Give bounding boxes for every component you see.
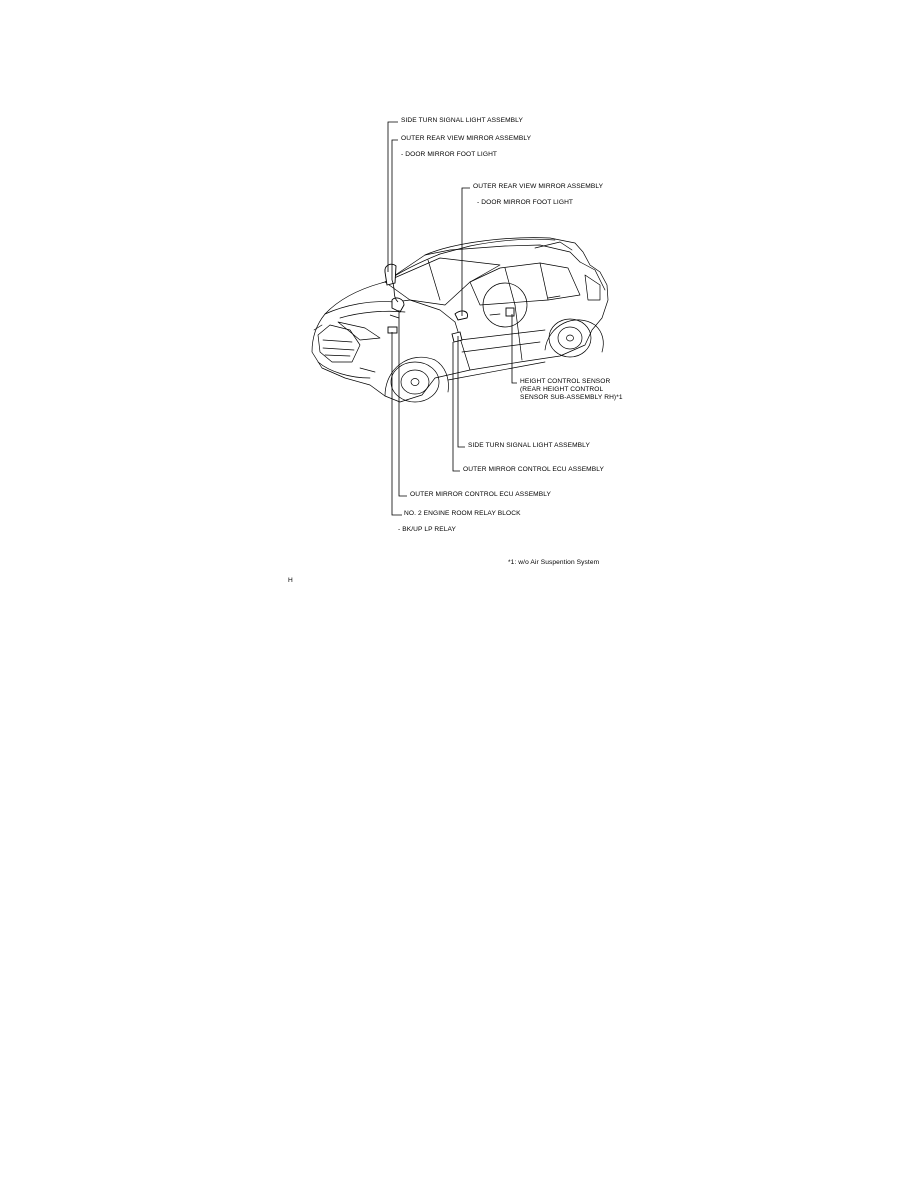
- label-side-turn-signal-right: SIDE TURN SIGNAL LIGHT ASSEMBLY: [468, 442, 590, 449]
- footnote: *1: w/o Air Suspention System: [508, 559, 600, 566]
- label-door-foot-light-right: - DOOR MIRROR FOOT LIGHT: [477, 199, 574, 206]
- label-mirror-ecu-right: OUTER MIRROR CONTROL ECU ASSEMBLY: [463, 466, 605, 473]
- label-side-turn-signal-left: SIDE TURN SIGNAL LIGHT ASSEMBLY: [401, 117, 523, 124]
- label-mirror-ecu-left: OUTER MIRROR CONTROL ECU ASSEMBLY: [410, 491, 552, 498]
- leader-lines: [388, 122, 517, 515]
- label-height-sensor-line1: HEIGHT CONTROL SENSOR: [520, 378, 611, 385]
- label-outer-mirror-left: OUTER REAR VIEW MIRROR ASSEMBLY: [401, 135, 532, 142]
- label-bkup-relay: - BK/UP LP RELAY: [398, 526, 457, 533]
- label-door-foot-light-left: - DOOR MIRROR FOOT LIGHT: [401, 151, 498, 158]
- label-relay-block: NO. 2 ENGINE ROOM RELAY BLOCK: [404, 510, 521, 517]
- label-height-sensor-line3: SENSOR SUB-ASSEMBLY RH)*1: [520, 394, 623, 401]
- label-height-sensor-line2: (REAR HEIGHT CONTROL: [520, 386, 604, 393]
- figure-code: H: [288, 577, 293, 584]
- component-markers: [385, 264, 514, 342]
- label-outer-mirror-right: OUTER REAR VIEW MIRROR ASSEMBLY: [473, 183, 604, 190]
